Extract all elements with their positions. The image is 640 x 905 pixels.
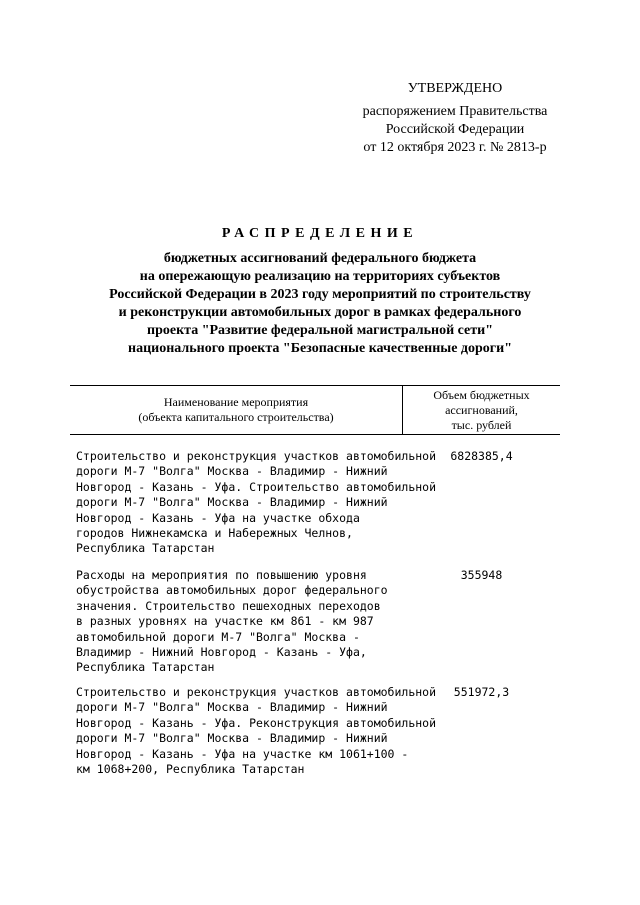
row-line: обустройства автомобильных дорог федерального: [76, 583, 388, 598]
row-line: Расходы на мероприятия по повышению уровня: [76, 568, 367, 582]
subtitle-line: и реконструкции автомобильных дорог в рамках федерального: [118, 305, 522, 320]
subtitle-line: Российской Федерации в 2023 году мероприятий по строительству: [109, 287, 531, 302]
document-subtitle: [60, 250, 580, 358]
row-line: км 1068+200, Республика Татарстан: [76, 762, 305, 777]
row-value: 551972,3: [453, 685, 510, 699]
approval-line: Российской Федерации: [385, 122, 525, 137]
subtitle-line: бюджетных ассигнований федерального бюджета: [163, 251, 477, 266]
row-line: дороги М-7 "Волга" Москва - Владимир - Нижний: [76, 464, 388, 479]
row-line: в разных уровнях на участке км 861 - км 987: [76, 614, 374, 629]
row-line: дороги М-7 "Волга" Москва - Владимир - Нижний: [76, 700, 388, 715]
row-line: дороги М-7 "Волга" Москва - Владимир - Нижний: [76, 495, 388, 510]
row-line: Новгород - Казань - Уфа на участке обхода: [76, 510, 360, 525]
row-line: городов Нижнекамска и Набережных Челнов,: [76, 526, 353, 541]
approval-line: от 12 октября 2023 г. № 2813-р: [363, 140, 547, 155]
row-line: Новгород - Казань - Уфа на участке км 1061+100 -: [76, 746, 409, 761]
header-value-line: Объем бюджетных: [433, 388, 530, 402]
header-name-line: (объекта капитального строительства): [138, 410, 334, 424]
approval-line: распоряжением Правительства: [362, 104, 548, 119]
row-name: [76, 685, 437, 777]
row-name: [76, 568, 406, 676]
row-line: значения. Строительство пешеходных переходов: [76, 598, 381, 613]
row-line: автомобильной дороги М-7 "Волга" Москва -: [76, 629, 360, 644]
approval-heading: УТВЕРЖДЕНО: [407, 81, 503, 96]
subtitle-line: национального проекта "Безопасные качественные дороги": [128, 341, 512, 356]
row-line: Владимир - Нижний Новгород - Казань - Уфа,: [76, 645, 367, 660]
header-value-line: ассигнований,: [445, 403, 518, 417]
subtitle-line: проекта "Развитие федеральной магистральной сети": [147, 323, 493, 338]
subtitle-line: на опережающую реализацию на территориях субъектов: [139, 269, 501, 284]
row-line: дороги М-7 "Волга" Москва - Владимир - Нижний: [76, 731, 388, 746]
row-line: Строительство и реконструкция участков автомобильной: [76, 449, 437, 463]
row-line: Новгород - Казань - Уфа. Реконструкция автомобильной: [76, 715, 437, 730]
header-name-line: Наименование мероприятия: [163, 395, 309, 409]
header-value-cell: [403, 388, 560, 433]
row-line: Новгород - Казань - Уфа. Строительство автомобильной: [76, 479, 437, 494]
row-value: 355948: [460, 568, 503, 582]
row-line: Республика Татарстан: [76, 660, 215, 675]
row-name: [76, 449, 437, 557]
document-title: РАСПРЕДЕЛЕНИЕ: [221, 226, 419, 241]
header-name-cell: [70, 395, 402, 425]
table-header: [70, 385, 560, 435]
row-line: Республика Татарстан: [76, 541, 215, 556]
row-value: 6828385,4: [450, 449, 513, 463]
approval-block: [340, 80, 570, 157]
row-line: Строительство и реконструкция участков автомобильной: [76, 685, 437, 699]
header-value-line: тыс. рублей: [451, 418, 512, 432]
